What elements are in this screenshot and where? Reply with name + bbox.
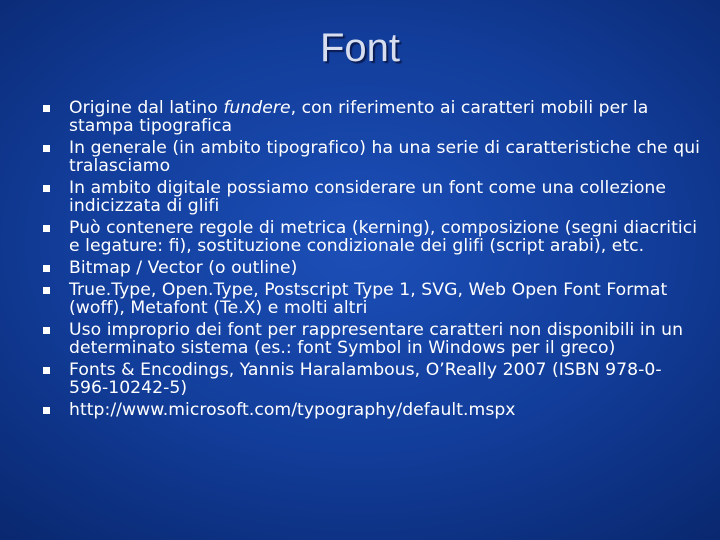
square-bullet-icon <box>43 287 50 294</box>
bullet-item <box>40 281 700 318</box>
square-bullet-icon <box>43 225 50 232</box>
bullet-list <box>40 99 700 422</box>
square-bullet-icon <box>43 407 50 414</box>
bullet-text-part: , con riferimento ai caratteri mobili per la stampa tipografica <box>69 98 649 137</box>
bullet-text: Bitmap / Vector (o outline) <box>69 258 298 278</box>
square-bullet-icon <box>43 327 50 334</box>
bullet-text: True.Type, Open.Type, Postscript Type 1, SVG, Web Open Font Format (woff), Metafont (Te.X) e molti altri <box>69 279 668 318</box>
bullet-text: In ambito digitale possiamo considerare un font come una collezione indicizzata di glifi <box>69 178 666 217</box>
bullet-item <box>40 179 700 216</box>
bullet-text <box>69 98 648 136</box>
bullet-text: Fonts & Encodings, Yannis Haralambous, O’Really 2007 (ISBN 978-0-596-10242-5) <box>69 359 662 398</box>
bullet-text-italic: fundere <box>223 98 291 118</box>
bullet-item <box>40 139 700 176</box>
bullet-item <box>40 99 700 136</box>
bullet-text: http://www.microsoft.com/typography/default.mspx <box>69 399 516 420</box>
square-bullet-icon <box>43 367 50 374</box>
bullet-text-part: Origine dal latino <box>69 98 224 118</box>
bullet-item <box>40 259 700 277</box>
square-bullet-icon <box>43 265 50 272</box>
bullet-item <box>40 401 700 419</box>
bullet-text: Uso improprio dei font per rappresentare caratteri non disponibili in un determinato sistema (es.: font Symbol in Windows per il greco) <box>69 319 684 358</box>
bullet-item <box>40 321 700 358</box>
bullet-item <box>40 361 700 398</box>
square-bullet-icon <box>43 185 50 192</box>
bullet-item <box>40 219 700 256</box>
square-bullet-icon <box>43 145 50 152</box>
bullet-text: In generale (in ambito tipografico) ha una serie di caratteristiche che qui tralasciamo <box>69 138 700 177</box>
square-bullet-icon <box>43 105 50 112</box>
slide-title: Font <box>319 26 401 70</box>
bullet-text: Può contenere regole di metrica (kerning), composizione (segni diacritici e legature: ﬁ), sostituzione condizionale dei glifi (script arabi), etc. <box>69 218 698 257</box>
